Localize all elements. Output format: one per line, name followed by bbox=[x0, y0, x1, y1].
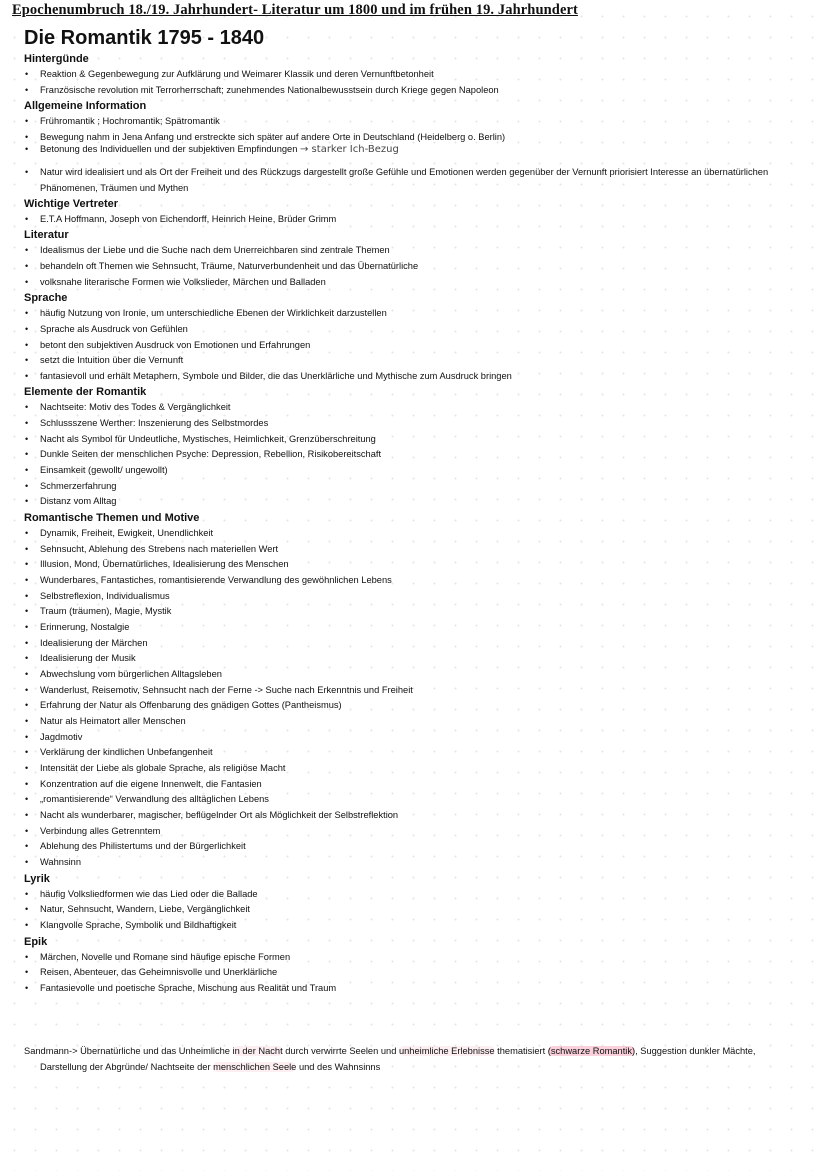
list-item: • volksnahe literarische Formen wie Volkslieder, Märchen und Balladen bbox=[40, 275, 810, 291]
list-item: • Sprache als Ausdruck von Gefühlen bbox=[40, 322, 810, 338]
list-item: • Idealismus der Liebe und die Suche nach dem Unerreichbaren sind zentrale Themen bbox=[40, 243, 810, 259]
list-item: • Nacht als Symbol für Undeutliche, Mystisches, Heimlichkeit, Grenzüberschreitung bbox=[40, 432, 810, 448]
list-item: • Traum (träumen), Magie, Mystik bbox=[40, 604, 810, 620]
list-item: • Verbindung alles Getrenntem bbox=[40, 824, 810, 840]
list-item: • häufig Volksliedformen wie das Lied oder die Ballade bbox=[40, 887, 810, 903]
note-text: thematisiert bbox=[494, 1046, 548, 1056]
list-item: • Wahnsinn bbox=[40, 855, 810, 871]
list-item: • fantasievoll und erhält Metaphern, Symbole und Bilder, die das Unerklärliche und Mythische zum Ausdruck bringen bbox=[40, 369, 810, 385]
list-item: • Idealisierung der Märchen bbox=[40, 636, 810, 652]
list-item bbox=[40, 142, 810, 158]
heading-epik: Epik bbox=[24, 936, 48, 948]
list-item: • Dunkle Seiten der menschlichen Psyche: Depression, Rebellion, Risikobereitschaft bbox=[40, 447, 810, 463]
highlight: unheimliche Erlebnisse bbox=[398, 1046, 495, 1056]
list-item: • Illusion, Mond, Übernatürliches, Idealisierung des Menschen bbox=[40, 557, 810, 573]
note-continuation bbox=[24, 1060, 794, 1076]
list-item: • Nachtseite: Motiv des Todes & Vergänglichkeit bbox=[40, 400, 810, 416]
list-item: • Intensität der Liebe als globale Sprache, als religiöse Macht bbox=[40, 761, 810, 777]
list-item: • Wunderbares, Fantastiches, romantisierende Verwandlung des gewöhnlichen Lebens bbox=[40, 573, 810, 589]
list-item: • Wanderlust, Reisemotiv, Sehnsucht nach der Ferne -> Suche nach Erkenntnis und Freiheit bbox=[40, 683, 810, 699]
list-item: • Reisen, Abenteuer, das Geheimnisvolle und Unerklärliche bbox=[40, 965, 810, 981]
heading-allgemein: Allgemeine Information bbox=[24, 100, 147, 112]
highlight: menschlichen Seele bbox=[213, 1061, 297, 1072]
heading-elemente: Elemente der Romantik bbox=[24, 386, 147, 398]
list-item: • Dynamik, Freiheit, Ewigkeit, Unendlichkeit bbox=[40, 526, 810, 542]
heading-literatur: Literatur bbox=[24, 229, 69, 241]
list-item: • Fantasievolle und poetische Sprache, Mischung aus Realität und Traum bbox=[40, 981, 810, 997]
sandmann-note bbox=[24, 1044, 794, 1075]
note-text: durch verwirrte Seelen und bbox=[282, 1046, 399, 1056]
heading-vertreter: Wichtige Vertreter bbox=[24, 198, 119, 210]
list-item: • Frühromantik ; Hochromantik; Spätromantik bbox=[40, 114, 810, 130]
list-item: • Schlussszene Werther: Inszenierung des Selbstmordes bbox=[40, 416, 810, 432]
highlight: in der Nacht bbox=[232, 1046, 283, 1056]
list-item: • Natur als Heimatort aller Menschen bbox=[40, 714, 810, 730]
highlight: (schwarze Romantik) bbox=[547, 1046, 636, 1056]
list-item: • häufig Nutzung von Ironie, um unterschiedliche Ebenen der Wirklichkeit darzustellen bbox=[40, 306, 810, 322]
list-item: • Ablehung des Philistertums und der Bürgerlichkeit bbox=[40, 839, 810, 855]
note-text: und des Wahnsinns bbox=[296, 1061, 381, 1072]
note-text: Darstellung der Abgründe/ Nachtseite der bbox=[40, 1061, 214, 1072]
list-item: • Idealisierung der Musik bbox=[40, 651, 810, 667]
list-item: • Einsamkeit (gewollt/ ungewollt) bbox=[40, 463, 810, 479]
list-item: • betont den subjektiven Ausdruck von Emotionen und Erfahrungen bbox=[40, 338, 810, 354]
list-item: • Abwechslung vom bürgerlichen Alltagsleben bbox=[40, 667, 810, 683]
list-item: • Natur wird idealisiert und als Ort der Freiheit und des Rückzugs dargestellt große Gefühle und Emotionen werden gegenüber der Vernunft priorisiert Interesse an übernatürlichen Phänomenen, Träumen und Mythen bbox=[40, 165, 810, 196]
list-item: • Distanz vom Alltag bbox=[40, 494, 810, 510]
list-item: • Konzentration auf die eigene Innenwelt, die Fantasien bbox=[40, 777, 810, 793]
list-item: • Natur, Sehnsucht, Wandern, Liebe, Vergänglichkeit bbox=[40, 902, 810, 918]
list-item: • Märchen, Novelle und Romane sind häufige epische Formen bbox=[40, 950, 810, 966]
note-text: Sandmann-> Übernatürliche und das Unheimliche bbox=[24, 1046, 233, 1056]
list-item: • Jagdmotiv bbox=[40, 730, 810, 746]
heading-hintergruende: Hintergünde bbox=[24, 53, 89, 65]
list-item: • Bewegung nahm in Jena Anfang und erstreckte sich später auf andere Orte in Deutschland (Heidelberg o. Berlin) bbox=[40, 130, 810, 146]
heading-sprache: Sprache bbox=[24, 292, 68, 304]
list-item: • Französische revolution mit Terrorherrschaft; zunehmendes Nationalbewusstsein durch Kriege gegen Napoleon bbox=[40, 83, 810, 99]
list-item: • „romantisierende“ Verwandlung des alltäglichen Lebens bbox=[40, 792, 810, 808]
list-item: • behandeln oft Themen wie Sehnsucht, Träume, Naturverbundenheit und das Übernatürliche bbox=[40, 259, 810, 275]
document-header: Epochenumbruch 18./19. Jahrhundert- Literatur um 1800 und im frühen 19. Jahrhundert bbox=[12, 2, 578, 18]
list-item: • Reaktion & Gegenbewegung zur Aufklärung und Weimarer Klassik und deren Vernunftbetonheit bbox=[40, 67, 810, 83]
list-item: • Schmerzerfahrung bbox=[40, 479, 810, 495]
page-title: Die Romantik 1795 - 1840 bbox=[24, 27, 265, 49]
list-item: • setzt die Intuition über die Vernunft bbox=[40, 353, 810, 369]
heading-lyrik: Lyrik bbox=[24, 873, 50, 885]
list-item: • Klangvolle Sprache, Symbolik und Bildhaftigkeit bbox=[40, 918, 810, 934]
list-item: • Selbstreflexion, Individualismus bbox=[40, 589, 810, 605]
list-item: • Erfahrung der Natur als Offenbarung des gnädigen Gottes (Pantheismus) bbox=[40, 698, 810, 714]
list-item: • Nacht als wunderbarer, magischer, beflügelnder Ort als Möglichkeit der Selbstreflektion bbox=[40, 808, 810, 824]
item-text: Betonung des Individuellen und der subjektiven Empfindungen bbox=[40, 144, 298, 154]
ich-bezug-note: → starker Ich-Bezug bbox=[300, 144, 399, 155]
list-item: • Sehnsucht, Ablehung des Strebens nach materiellen Wert bbox=[40, 542, 810, 558]
list-item: • Verklärung der kindlichen Unbefangenheit bbox=[40, 745, 810, 761]
list-item: • E.T.A Hoffmann, Joseph von Eichendorff, Heinrich Heine, Brüder Grimm bbox=[40, 212, 810, 228]
note-text: , Suggestion dunkler Mächte, bbox=[635, 1046, 756, 1056]
list-item: • Erinnerung, Nostalgie bbox=[40, 620, 810, 636]
heading-themen: Romantische Themen und Motive bbox=[24, 512, 200, 524]
